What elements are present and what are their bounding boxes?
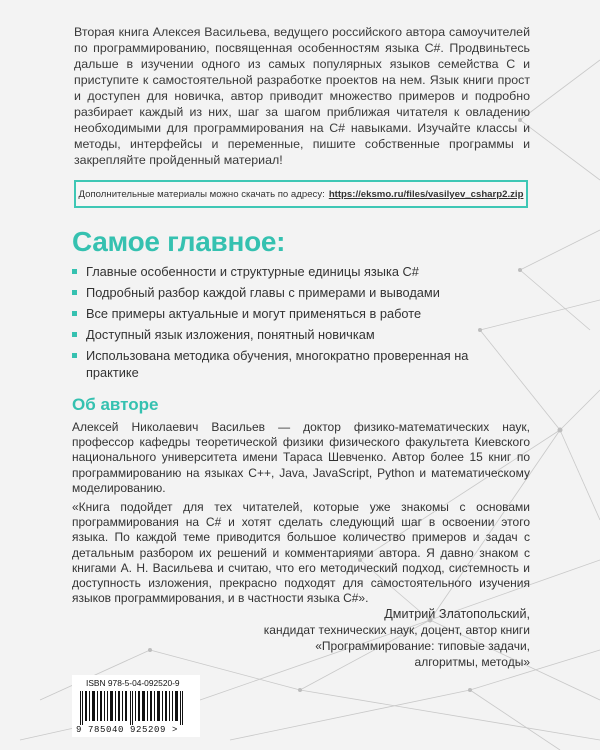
list-item <box>72 285 472 302</box>
list-item <box>72 264 472 281</box>
about-heading: Об авторе <box>72 395 159 414</box>
quote-signature <box>264 606 530 670</box>
signature-line: алгоритмы, методы» <box>414 655 530 669</box>
intro-paragraph: Вторая книга Алексея Васильева, ведущего российского автора самоучителей по программированию, посвященная особенностям языка C#. Продвиньтесь дальше в изучении одного из самых популярных языков семейства C и приступите к самостоятельной разработке проектов на нем. Язык книги прост и доступен для новичка, автор приводит множество примеров и подробно разбирает каждый из них, шаг за шагом приближая читателя к овладению необходимыми для программирования на C# навыками. Изучайте классы и методы, интерфейсы и переменные, пишите собственные программы и закрепляйте пройденный материал! <box>74 25 530 167</box>
bullet-icon <box>72 290 77 295</box>
feature-text: Использована методика обучения, многократно проверенная на практике <box>86 348 469 380</box>
isbn-label: ISBN 978-5-04-092520-9 <box>86 678 180 688</box>
bullet-icon <box>72 332 77 337</box>
bullet-icon <box>72 353 77 358</box>
features-list <box>72 264 472 386</box>
bullet-icon <box>72 269 77 274</box>
bullet-icon <box>72 311 77 316</box>
barcode-digits: 9 785040 925209 > <box>76 725 179 735</box>
feature-text: Главные особенности и структурные единицы языка C# <box>86 264 419 279</box>
review-quote: «Книга подойдет для тех читателей, которые уже знакомы с основами программирования на C# и хотят сделать следующий шаг в освоении этого языка. По каждой теме приводится большое количество примеров и задач с детальным разбором их решений и комментариями автора. Я давно знаком с книгами А. Н. Васильева и считаю, что его методический подход, системность и доступность изложения, прекрасно подходят для самостоятельного изучения языков программирования, и в частности языка C#». <box>72 500 530 606</box>
download-link[interactable]: https://eksmo.ru/files/vasilyev_csharp2.zip <box>328 188 524 200</box>
list-item <box>72 348 472 381</box>
download-label: Дополнительные материалы можно скачать по адресу: <box>78 188 325 200</box>
signature-name: Дмитрий Златопольский, <box>384 607 530 621</box>
about-author-text: Алексей Николаевич Васильев — доктор физико-математических наук, профессор кафедры теоретической физики физического факультета Киевского национального университета имени Тараса Шевченко. Автор более 15 книг по программированию на языках С++, Java, JavaScript, Python и математическому моделированию. <box>72 420 530 495</box>
barcode-bars <box>78 691 194 725</box>
isbn-barcode <box>72 675 200 737</box>
feature-text: Подробный разбор каждой главы с примерами и выводами <box>86 285 440 300</box>
list-item <box>72 327 472 344</box>
feature-text: Все примеры актуальные и могут применяться в работе <box>86 306 422 321</box>
signature-line: «Программирование: типовые задачи, <box>315 639 530 653</box>
signature-line: кандидат технических наук, доцент, автор книги <box>263 623 530 637</box>
list-item <box>72 306 472 323</box>
main-heading: Самое главное: <box>72 226 286 257</box>
feature-text: Доступный язык изложения, понятный новичкам <box>86 327 375 342</box>
download-box <box>74 180 528 208</box>
